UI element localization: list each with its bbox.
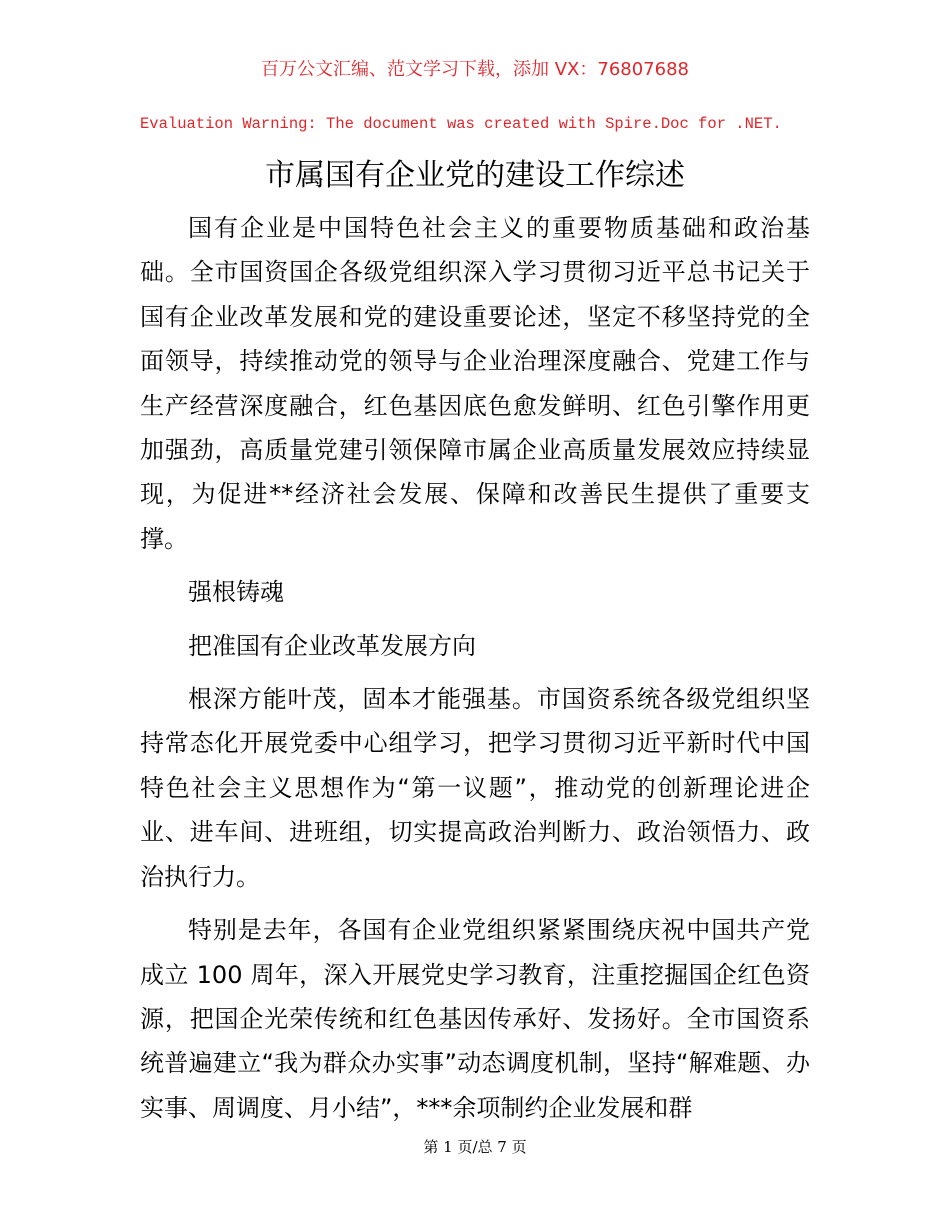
document-body (140, 206, 810, 1139)
section-subheading: 把准国有企业改革发展方向 (188, 631, 476, 660)
paragraph: 根深方能叶茂，固本才能强基。市国资系统各级党组织坚持常态化开展党委中心组学习，把学习贯彻习近平新时代中国特色社会主义思想作为“第一议题”，推动党的创新理论进企业、进车间、进班组，切实提高政治判断力、政治领悟力、政治执行力。 (140, 685, 810, 891)
page-indicator: 第 1 页/总 7 页 (423, 1138, 527, 1156)
header-ad-text: 百万公文汇编、范文学习下载，添加 VX：76807688 (261, 59, 689, 80)
document-title: 市属国有企业党的建设工作综述 (265, 158, 685, 193)
paragraph-intro: 国有企业是中国特色社会主义的重要物质基础和政治基础。全市国资国企各级党组织深入学习贯彻习近平总书记关于国有企业改革发展和党的建设重要论述，坚定不移坚持党的全面领导，持续推动党的领导与企业治理深度融合、党建工作与生产经营深度融合，红色基因底色愈发鲜明、红色引擎作用更加强劲，高质量党建引领保障市属企业高质量发展效应持续显现，为促进**经济社会发展、保障和改善民生提供了重要支撑。 (140, 214, 810, 553)
section-heading: 强根铸魂 (188, 578, 284, 607)
paragraph: 特别是去年，各国有企业党组织紧紧围绕庆祝中国共产党成立 100 周年，深入开展党史学习教育，注重挖掘国企红色资源，把国企光荣传统和红色基因传承好、发扬好。全市国资系统普遍建立“我为群众办实事”动态调度机制，坚持“解难题、办实事、周调度、月小结”，***余项制约企业发展和群 (140, 916, 810, 1122)
evaluation-warning: Evaluation Warning: The document was created with Spire.Doc for .NET. (140, 115, 782, 133)
